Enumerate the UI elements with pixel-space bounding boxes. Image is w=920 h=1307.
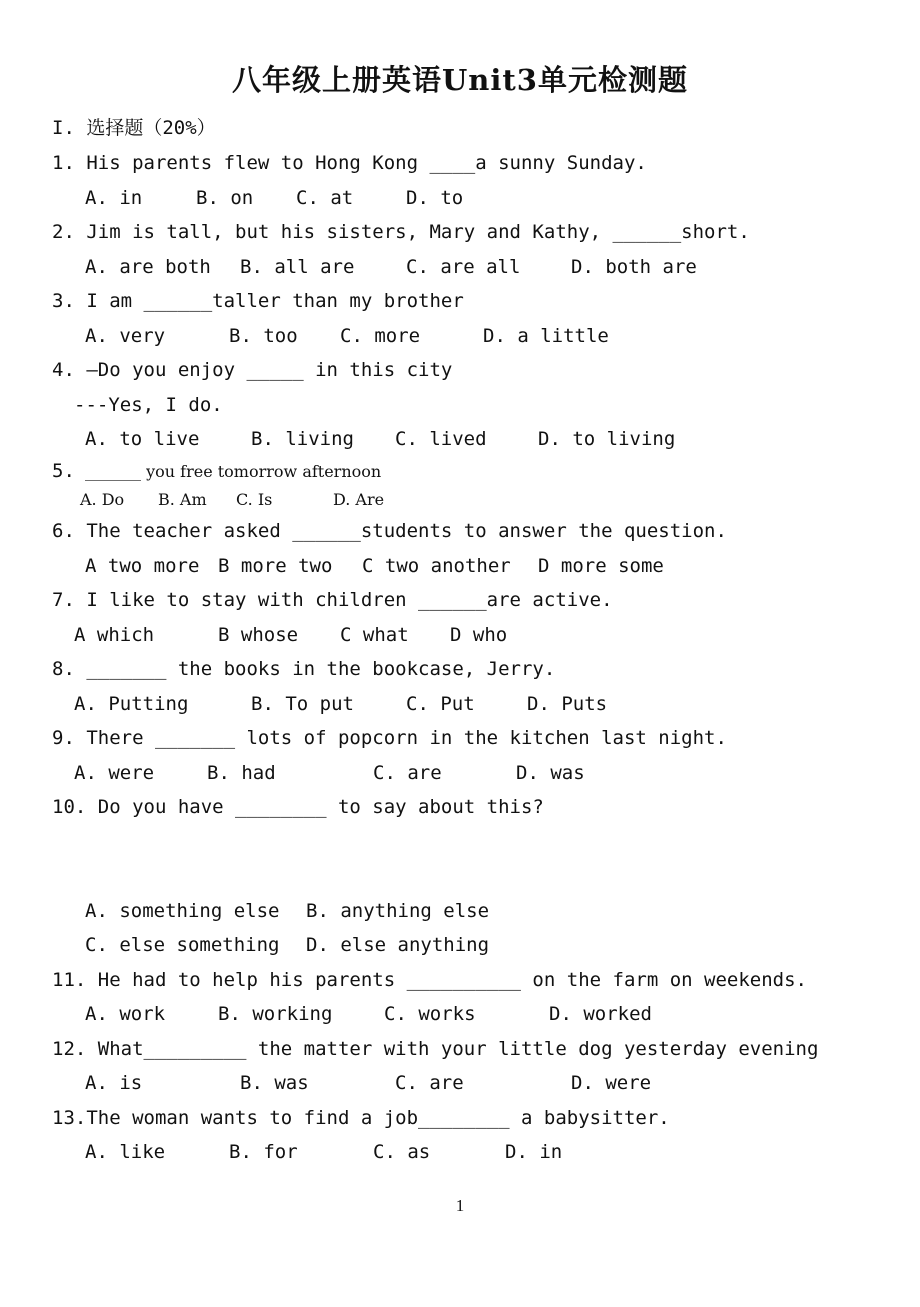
question-11-option-a: A. work bbox=[85, 1003, 166, 1025]
question-8-option-a: A. Putting bbox=[74, 693, 189, 715]
question-11-option-c: C. works bbox=[384, 1003, 476, 1025]
question-3-option-d: D. a little bbox=[483, 325, 609, 347]
question-12-stem: 12. What_________ the matter with your little dog yesterday evening bbox=[52, 1038, 819, 1060]
page-title: 八年级上册英语Unit3单元检测题 bbox=[232, 63, 688, 97]
question-8-option-c: C. Put bbox=[406, 693, 475, 715]
question-2-option-b: B. all are bbox=[240, 256, 355, 278]
question-6-option-c: C two another bbox=[362, 555, 511, 577]
question-5-number: 5. bbox=[52, 460, 75, 482]
question-10-option-a: A. something else bbox=[85, 900, 280, 922]
question-8-option-b: B. To put bbox=[251, 693, 354, 715]
question-3-option-b: B. too bbox=[229, 325, 298, 347]
question-6-option-b: B more two bbox=[218, 555, 333, 577]
question-10-option-b: B. anything else bbox=[306, 900, 490, 922]
question-4-option-c: C. lived bbox=[395, 428, 487, 450]
question-4-option-b: B. living bbox=[251, 428, 354, 450]
question-8-stem: 8. _______ the books in the bookcase, Jerry. bbox=[52, 658, 556, 680]
question-12-option-b: B. was bbox=[240, 1072, 309, 1094]
question-13-option-a: A. like bbox=[85, 1141, 166, 1163]
question-4-option-a: A. to live bbox=[85, 428, 200, 450]
question-6-option-d: D more some bbox=[538, 555, 664, 577]
question-13-option-b: B. for bbox=[229, 1141, 298, 1163]
question-9-option-a: A. were bbox=[74, 762, 155, 784]
question-1-stem: 1. His parents flew to Hong Kong ____a sunny Sunday. bbox=[52, 152, 647, 174]
question-9-stem: 9. There _______ lots of popcorn in the kitchen last night. bbox=[52, 727, 727, 749]
question-11-option-b: B. working bbox=[218, 1003, 333, 1025]
question-5-option-d: D. Are bbox=[333, 490, 385, 509]
question-13-option-d: D. in bbox=[505, 1141, 563, 1163]
question-3-option-a: A. very bbox=[85, 325, 166, 347]
question-12-option-d: D. were bbox=[571, 1072, 652, 1094]
question-13-option-c: C. as bbox=[373, 1141, 431, 1163]
question-2-option-a: A. are both bbox=[85, 256, 211, 278]
question-6-stem: 6. The teacher asked ______students to answer the question. bbox=[52, 520, 727, 542]
question-6-option-a: A two more bbox=[85, 555, 200, 577]
question-4-reply: ---Yes, I do. bbox=[74, 394, 223, 416]
question-10-stem: 10. Do you have ________ to say about this? bbox=[52, 796, 544, 818]
question-4-option-d: D. to living bbox=[538, 428, 676, 450]
question-5-option-a: A. Do bbox=[80, 490, 125, 509]
question-5-stem: _______ you free tomorrow afternoon bbox=[85, 462, 382, 481]
page-number: 1 bbox=[455, 1196, 465, 1215]
question-10-option-c: C. else something bbox=[85, 934, 280, 956]
question-7-stem: 7. I like to stay with children ______are active. bbox=[52, 589, 613, 611]
question-3-stem: 3. I am ______taller than my brother bbox=[52, 290, 464, 312]
question-7-option-c: C what bbox=[340, 624, 409, 646]
question-12-option-a: A. is bbox=[85, 1072, 143, 1094]
question-4-stem: 4. –Do you enjoy _____ in this city bbox=[52, 359, 453, 381]
question-2-stem: 2. Jim is tall, but his sisters, Mary and Kathy, ______short. bbox=[52, 221, 750, 243]
section-heading: I. 选择题（20%） bbox=[52, 117, 216, 139]
question-9-option-c: C. are bbox=[373, 762, 442, 784]
question-9-option-d: D. was bbox=[516, 762, 585, 784]
question-11-option-d: D. worked bbox=[549, 1003, 652, 1025]
question-1-option-d: D. to bbox=[406, 187, 464, 209]
question-7-option-a: A which bbox=[74, 624, 155, 646]
question-1-option-a: A. in bbox=[85, 187, 143, 209]
question-8-option-d: D. Puts bbox=[527, 693, 608, 715]
question-7-option-d: D who bbox=[450, 624, 508, 646]
question-10-option-d: D. else anything bbox=[306, 934, 490, 956]
question-9-option-b: B. had bbox=[207, 762, 276, 784]
question-11-stem: 11. He had to help his parents __________ on the farm on weekends. bbox=[52, 969, 807, 991]
question-2-option-c: C. are all bbox=[406, 256, 521, 278]
question-1-option-b: B. on bbox=[196, 187, 254, 209]
question-2-option-d: D. both are bbox=[571, 256, 697, 278]
question-1-option-c: C. at bbox=[296, 187, 354, 209]
question-3-option-c: C. more bbox=[340, 325, 421, 347]
question-7-option-b: B whose bbox=[218, 624, 299, 646]
question-5-option-b: B. Am bbox=[158, 490, 207, 509]
question-12-option-c: C. are bbox=[395, 1072, 464, 1094]
question-5-option-c: C. Is bbox=[236, 490, 273, 509]
question-13-stem: 13.The woman wants to find a job________ a babysitter. bbox=[52, 1107, 670, 1129]
